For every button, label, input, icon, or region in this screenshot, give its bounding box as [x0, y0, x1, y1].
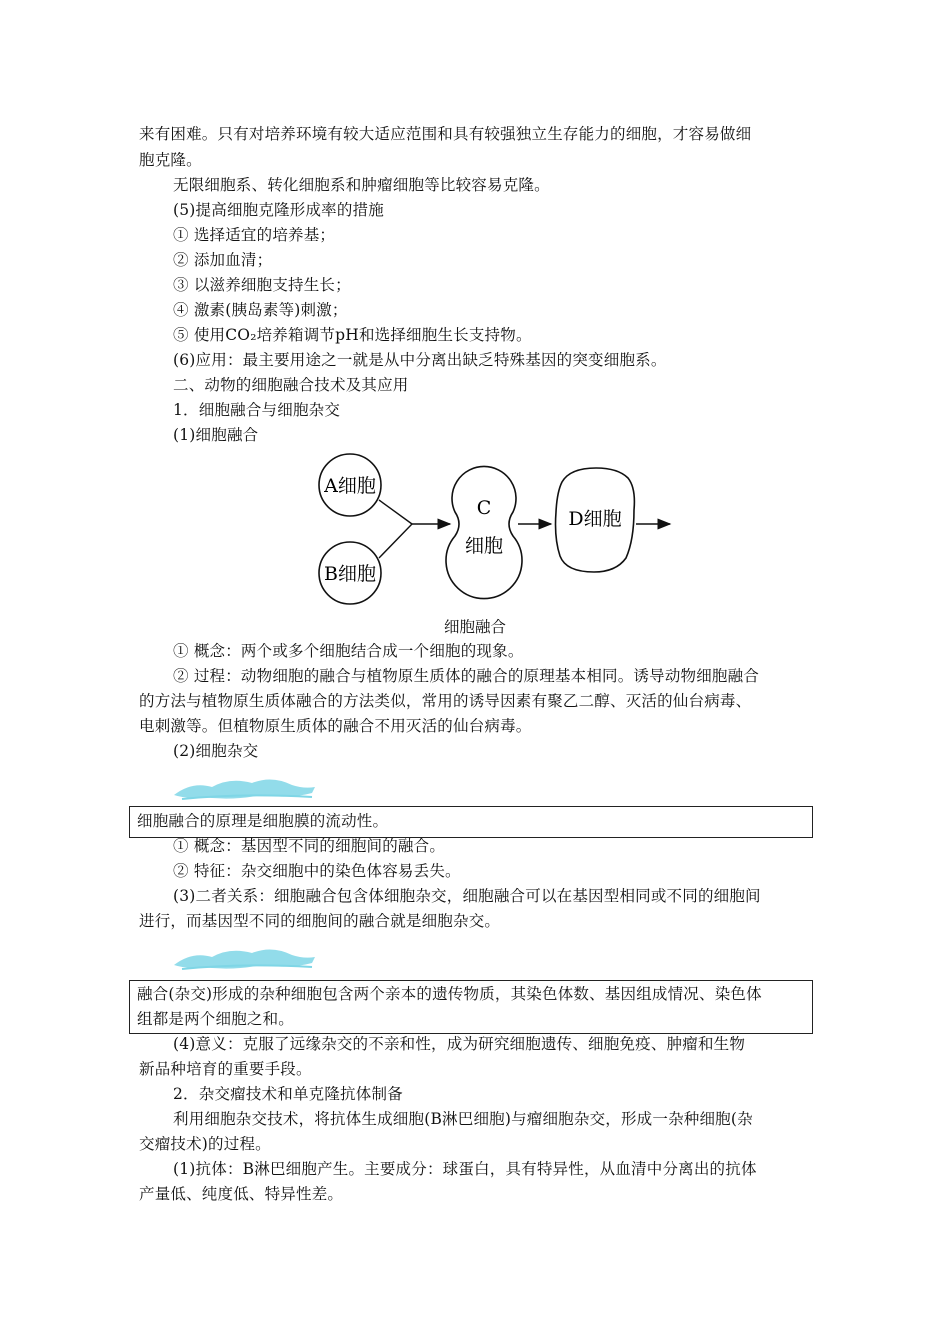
list-item: ② 特征：杂交细胞中的染色体容易丢失。 — [173, 862, 461, 880]
paragraph-line: (4)意义：克服了远缘杂交的不亲和性，成为研究细胞遗传、细胞免疫、肿瘤和生物 — [173, 1035, 746, 1053]
list-item: ② 过程：动物细胞的融合与植物原生质体的融合的原理基本相同。诱导动物细胞融合 — [173, 667, 760, 685]
note-badge-icon — [172, 943, 317, 973]
paragraph-line: (6)应用：最主要用途之一就是从中分离出缺乏特殊基因的突变细胞系。 — [173, 351, 667, 369]
paragraph-line: 的方法与植物原生质体融合的方法类似，常用的诱导因素有聚乙二醇、灭活的仙台病毒、 — [139, 692, 752, 710]
list-item: ① 选择适宜的培养基； — [173, 226, 336, 244]
cell-c-letter: C — [476, 497, 492, 519]
list-item: ① 概念：两个或多个细胞结合成一个细胞的现象。 — [173, 642, 524, 660]
cell-a-label: A细胞 — [324, 475, 376, 497]
section-heading: 1．细胞融合与细胞杂交 — [173, 401, 341, 419]
list-item: ④ 激素(胰岛素等)刺激； — [173, 301, 348, 319]
list-item: ⑤ 使用CO₂培养箱调节pH和选择细胞生长支持物。 — [173, 326, 532, 344]
cell-b-label: B细胞 — [324, 563, 376, 585]
paragraph-line: 电刺激等。但植物原生质体的融合不用灭活的仙台病毒。 — [139, 717, 532, 735]
section-heading: (1)细胞融合 — [173, 426, 259, 444]
cell-d-label: D细胞 — [568, 508, 622, 530]
list-item: ② 添加血清； — [173, 251, 273, 269]
paragraph-line: 胞克隆。 — [139, 151, 202, 169]
section-heading: 二、动物的细胞融合技术及其应用 — [173, 376, 409, 394]
section-heading: (2)细胞杂交 — [173, 742, 259, 760]
paragraph-line: 产量低、纯度低、特异性差。 — [139, 1185, 344, 1203]
list-item: ③ 以滋养细胞支持生长； — [173, 276, 351, 294]
note-box — [129, 980, 813, 1034]
connector-a — [379, 500, 412, 524]
paragraph-line: (1)抗体：B淋巴细胞产生。主要成分：球蛋白，具有特异性，从血清中分离出的抗体 — [173, 1160, 757, 1178]
note-text: 细胞融合的原理是细胞膜的流动性。 — [137, 812, 389, 830]
list-item: ① 概念：基因型不同的细胞间的融合。 — [173, 837, 446, 855]
paragraph-line: 交瘤技术)的过程。 — [139, 1135, 271, 1153]
note-badge-icon — [172, 773, 317, 803]
cell-c-shape — [446, 466, 522, 598]
section-heading: (5)提高细胞克隆形成率的措施 — [173, 201, 384, 219]
connector-b — [379, 524, 412, 558]
paragraph-line: 进行，而基因型不同的细胞间的融合就是细胞杂交。 — [139, 912, 501, 930]
paragraph-line: 新品种培育的重要手段。 — [139, 1060, 312, 1078]
cell-fusion-diagram — [300, 448, 680, 613]
note-text: 融合(杂交)形成的杂种细胞包含两个亲本的遗传物质，其染色体数、基因组成情况、染色体 — [137, 985, 762, 1003]
diagram-caption: 细胞融合 — [443, 618, 506, 636]
note-text: 组都是两个细胞之和。 — [137, 1010, 295, 1028]
cell-c-word: 细胞 — [464, 535, 504, 557]
paragraph-line: 利用细胞杂交技术，将抗体生成细胞(B淋巴细胞)与瘤细胞杂交，形成一杂种细胞(杂 — [173, 1110, 753, 1128]
section-heading: 2．杂交瘤技术和单克隆抗体制备 — [173, 1085, 403, 1103]
paragraph-line: 无限细胞系、转化细胞系和肿瘤细胞等比较容易克隆。 — [173, 176, 550, 194]
paragraph-line: (3)二者关系：细胞融合包含体细胞杂交，细胞融合可以在基因型相同或不同的细胞间 — [173, 887, 761, 905]
note-box — [129, 806, 813, 838]
paragraph-line: 来有困难。只有对培养环境有较大适应范围和具有较强独立生存能力的细胞，才容易做细 — [139, 125, 752, 143]
